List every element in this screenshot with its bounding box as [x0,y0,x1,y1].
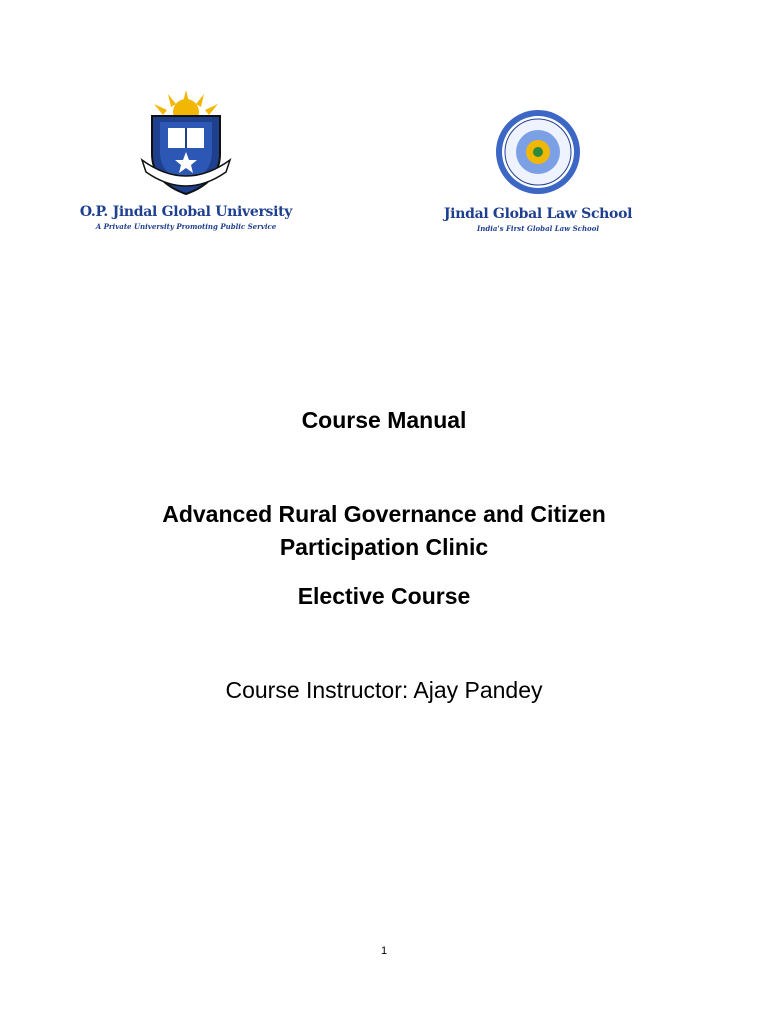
course-title-line-2: Participation Clinic [279,534,489,560]
law-school-seal-icon [494,108,582,196]
course-type: Elective Course [297,583,471,609]
university-logo-name: O.P. Jindal Global University [79,204,293,220]
university-crest-icon [134,88,238,196]
course-title [0,498,768,564]
page-number: 1 [380,945,388,957]
university-logo-block [80,88,292,231]
university-logo-tagline: A Private University Promoting Public Service [95,222,277,231]
course-title-line-1: Advanced Rural Governance and Citizen [162,501,606,527]
law-school-logo-tagline: India's First Global Law School [476,224,600,233]
course-instructor: Course Instructor: Ajay Pandey [225,677,543,703]
law-school-logo-block [443,108,633,233]
manual-title: Course Manual [301,407,467,433]
law-school-logo-name: Jindal Global Law School [443,206,633,222]
